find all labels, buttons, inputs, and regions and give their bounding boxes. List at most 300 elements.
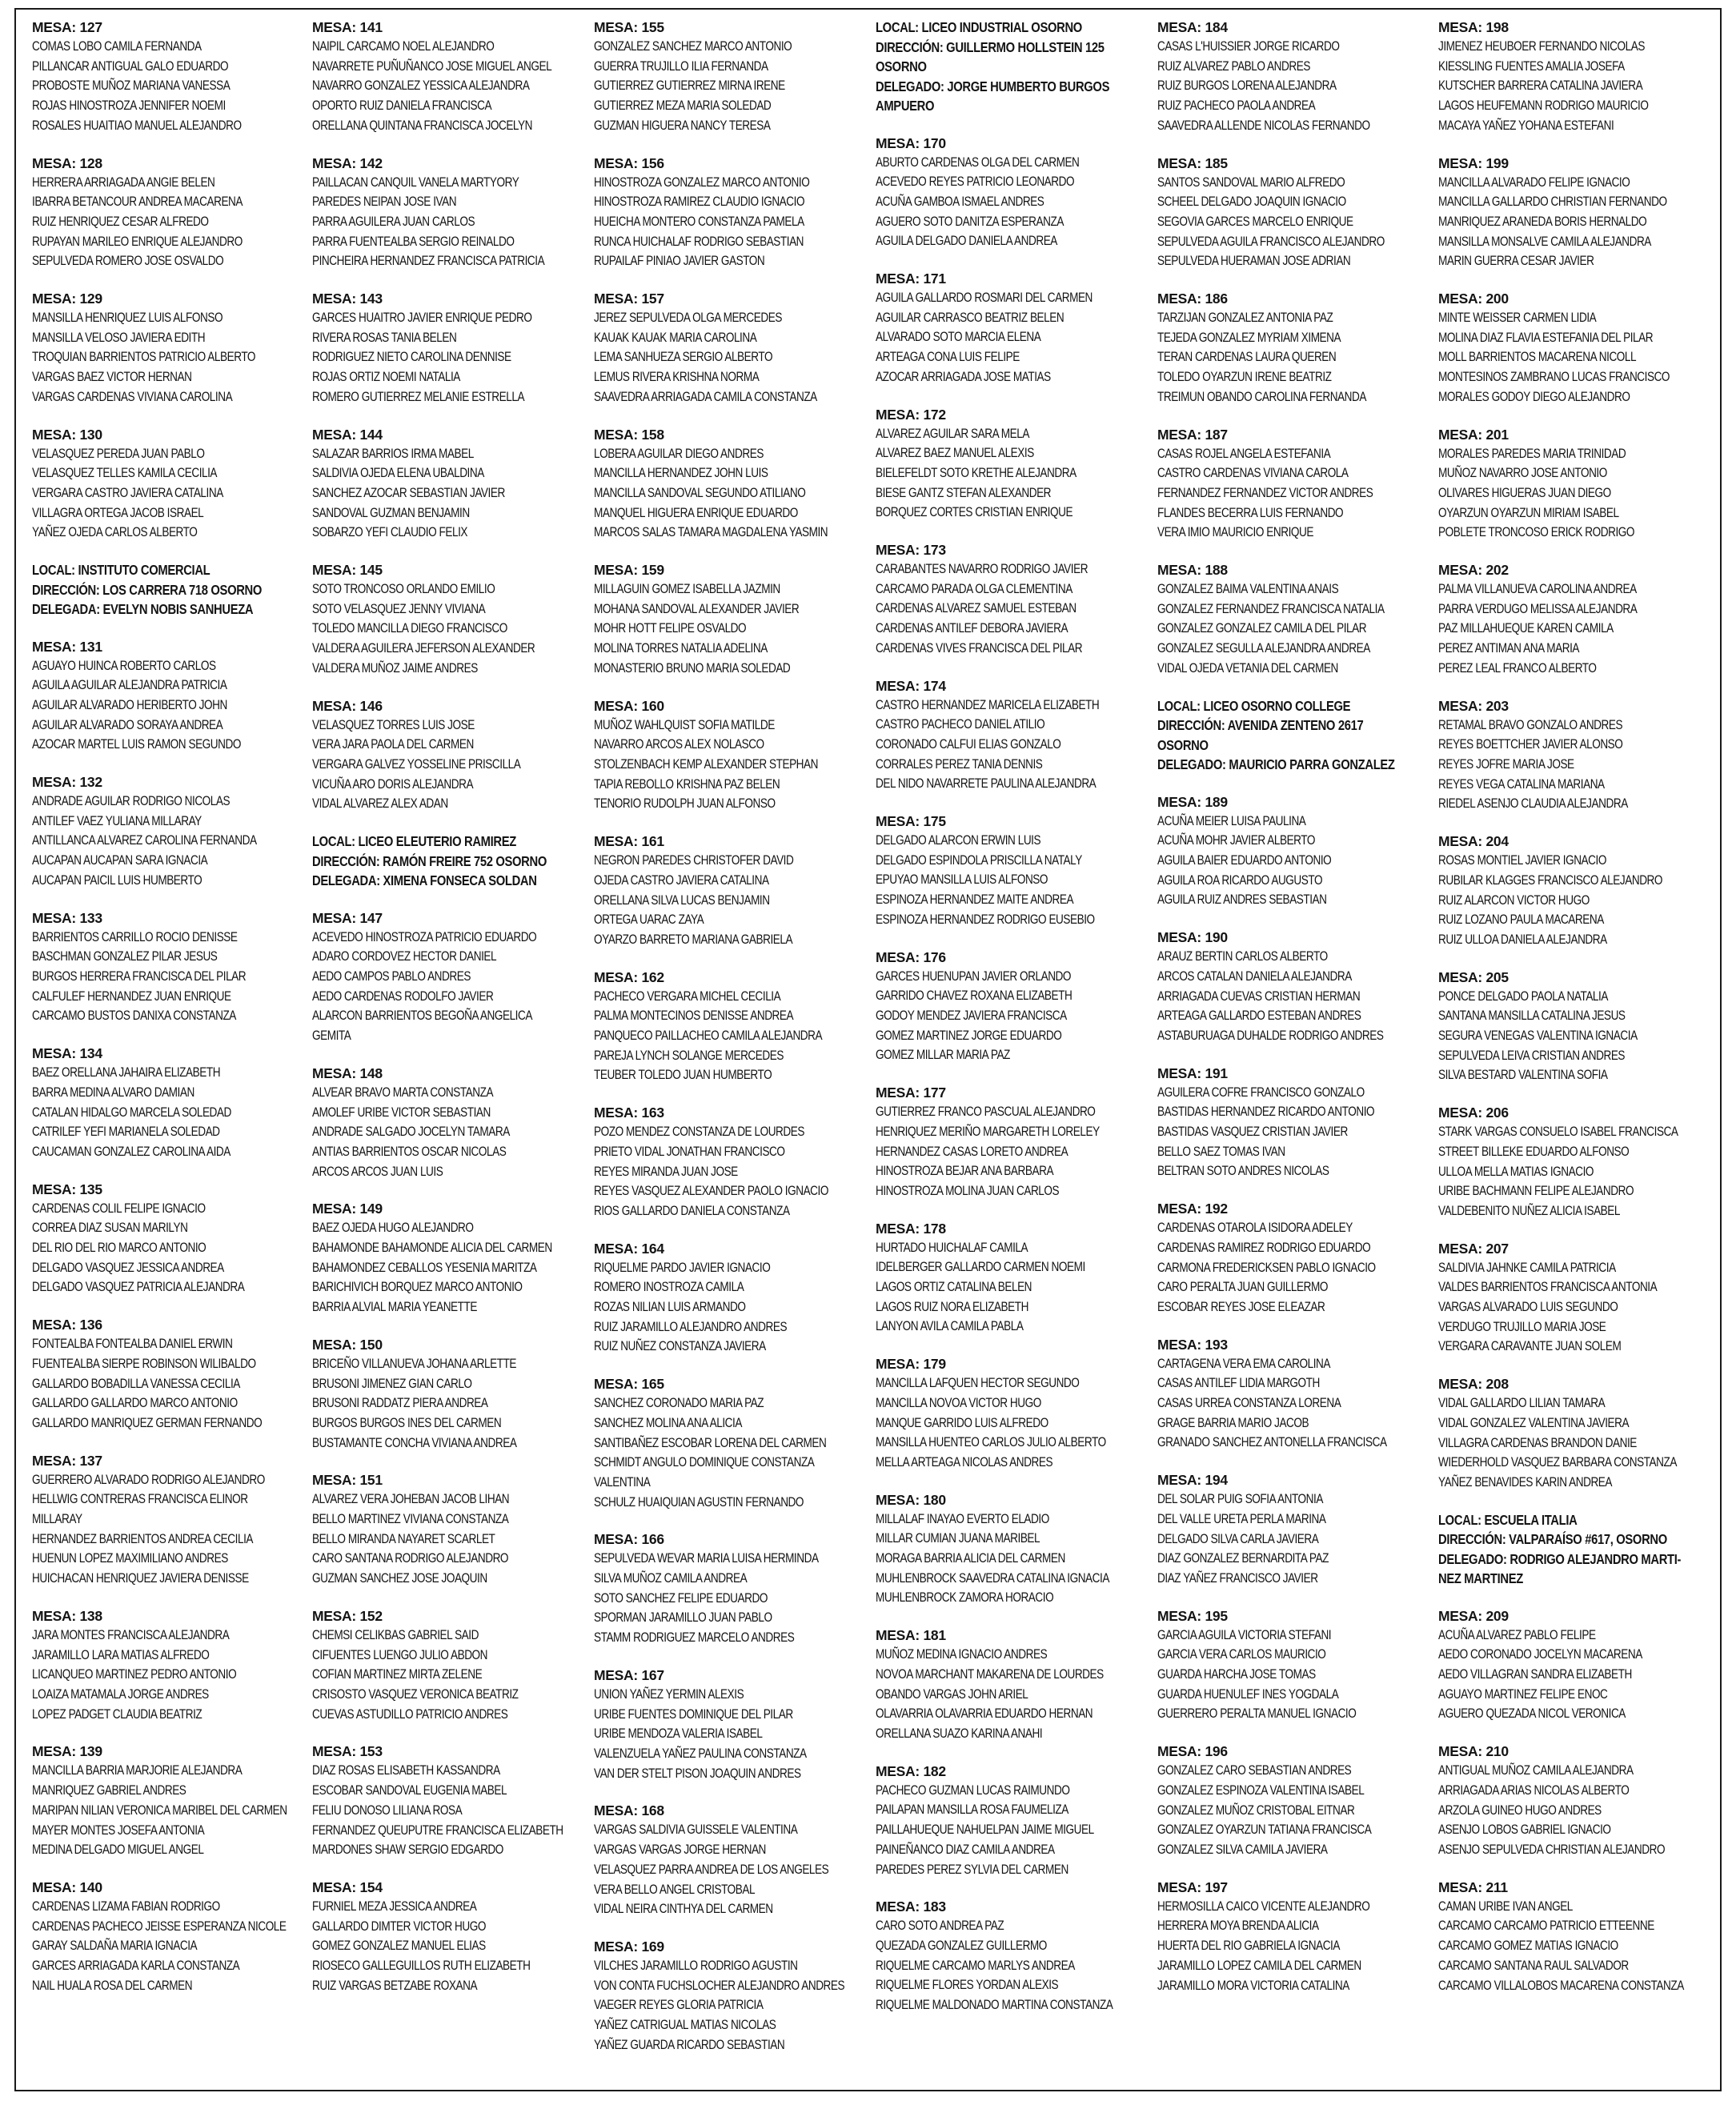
member-name: ARRIAGADA ARIAS NICOLAS ALBERTO <box>1438 1782 1630 1798</box>
member-name: MANSILLA HUENTEO CARLOS JULIO ALBERTO <box>876 1435 1106 1450</box>
member-name: TEUBER TOLEDO JUAN HUMBERTO <box>594 1068 772 1083</box>
member-name: WIEDERHOLD VASQUEZ BARBARA CONSTANZA <box>1438 1455 1677 1470</box>
member-name: VERGARA GALVEZ YOSSELINE PRISCILLA <box>312 756 521 772</box>
mesa-title: MESA: 128 <box>32 154 102 171</box>
mesa-title: MESA: 204 <box>1438 833 1509 850</box>
mesa-block <box>312 1878 592 1996</box>
member-name: ORELLANA QUINTANA FRANCISCA JOCELYN <box>312 118 532 133</box>
member-name: PROBOSTE MUÑOZ MARIANA VANESSA <box>32 78 231 94</box>
member-name: ORELLANA SUAZO KARINA ANAHI <box>876 1726 1043 1741</box>
member-name: TOLEDO MANCILLA DIEGO FRANCISCO <box>312 621 507 636</box>
member-name: GARCIA AGUILA VICTORIA STEFANI <box>1157 1627 1332 1642</box>
mesa-title: MESA: 154 <box>312 1878 383 1895</box>
member-name: CAUCAMAN GONZALEZ CAROLINA AIDA <box>32 1144 231 1159</box>
member-name: MARDONES SHAW SERGIO EDGARDO <box>312 1842 503 1858</box>
member-name: IDELBERGER GALLARDO CARMEN NOEMI <box>876 1260 1085 1275</box>
member-name: OYARZO BARRETO MARIANA GABRIELA <box>594 932 793 947</box>
member-name: ASENJO SEPULVEDA CHRISTIAN ALEJANDRO <box>1438 1842 1666 1857</box>
mesa-title: MESA: 182 <box>876 1762 946 1779</box>
member-name: GARCES ARRIAGADA KARLA CONSTANZA <box>32 1959 240 1974</box>
mesa-title: MESA: 209 <box>1438 1607 1509 1624</box>
member-name: RIQUELME CARCAMO MARLYS ANDREA <box>876 1958 1075 1973</box>
mesa-title: MESA: 146 <box>312 697 383 714</box>
mesa-title: MESA: 163 <box>594 1105 664 1121</box>
mesa-title: MESA: 159 <box>594 562 664 579</box>
member-name: SILVA BESTARD VALENTINA SOFIA <box>1438 1068 1608 1083</box>
member-name: HENRIQUEZ MERIÑO MARGARETH LORELEY <box>876 1124 1100 1139</box>
mesa-block <box>876 1897 1156 2015</box>
member-name: VARGAS VARGAS JORGE HERNAN <box>594 1842 766 1858</box>
mesa-title: MESA: 174 <box>876 677 946 694</box>
member-name: GRAGE BARRIA MARIO JACOB <box>1157 1415 1309 1430</box>
member-name: ESCOBAR REYES JOSE ELEAZAR <box>1157 1299 1325 1314</box>
member-name: GUTIERREZ GUTIERREZ MIRNA IRENE <box>594 78 785 94</box>
member-name: SEGURA VENEGAS VALENTINA IGNACIA <box>1438 1028 1638 1044</box>
member-name: AGUILAR ALVARADO HERIBERTO JOHN <box>32 697 227 712</box>
mesa-block <box>1157 1742 1437 1860</box>
member-name: LEMA SANHUEZA SERGIO ALBERTO <box>594 350 773 365</box>
member-name: FLANDES BECERRA LUIS FERNANDO <box>1157 505 1344 520</box>
member-name: GONZALEZ SILVA CAMILA JAVIERA <box>1157 1842 1328 1857</box>
mesa-title: MESA: 160 <box>594 697 664 714</box>
mesa-title: MESA: 129 <box>32 291 102 307</box>
member-name: ROSALES HUAITIAO MANUEL ALEJANDRO <box>32 118 242 133</box>
location-name: LOCAL: ESCUELA ITALIA <box>1438 1511 1578 1528</box>
mesa-block <box>312 1335 592 1453</box>
member-name: REYES BOETTCHER JAVIER ALONSO <box>1438 737 1623 752</box>
member-name: GALLARDO DIMTER VICTOR HUGO <box>312 1919 486 1934</box>
mesa-block <box>1438 18 1718 136</box>
mesa-title: MESA: 139 <box>32 1743 102 1760</box>
mesa-block <box>32 772 312 891</box>
member-name: ALVAREZ VERA JOHEBAN JACOB LIHAN <box>312 1492 510 1507</box>
member-name: DELGADO VASQUEZ PATRICIA ALEJANDRA <box>32 1280 245 1295</box>
member-name: JARAMILLO MORA VICTORIA CATALINA <box>1157 1978 1349 1993</box>
member-name: GUARDA HUENULEF INES YOGDALA <box>1157 1686 1339 1702</box>
member-name: CARDENAS OTAROLA ISIDORA ADELEY <box>1157 1221 1353 1236</box>
location-detail: DELEGADA: EVELYN NOBIS SANHUEZA <box>32 601 254 618</box>
member-name: BAEZ OJEDA HUGO ALEJANDRO <box>312 1221 474 1236</box>
member-name: AGUILAR CARRASCO BEATRIZ BELEN <box>876 310 1064 325</box>
location-name: LOCAL: LICEO OSORNO COLLEGE <box>1157 697 1351 714</box>
member-name: HERRERA MOYA BRENDA ALICIA <box>1157 1919 1319 1934</box>
mesa-block <box>876 1354 1156 1473</box>
member-name: TAPIA REBOLLO KRISHNA PAZ BELEN <box>594 776 780 792</box>
member-name: CARCAMO GOMEZ MATIAS IGNACIO <box>1438 1939 1618 1954</box>
member-name: GALLARDO MANRIQUEZ GERMAN FERNANDO <box>32 1415 263 1430</box>
column-1 <box>32 18 312 2013</box>
mesa-block <box>1438 425 1718 543</box>
mesa-title: MESA: 131 <box>32 638 102 655</box>
member-name: REYES VASQUEZ ALEXANDER PAOLO IGNACIO <box>594 1184 828 1199</box>
member-name: GUZMAN HIGUERA NANCY TERESA <box>594 118 771 133</box>
member-name: ALVAREZ BAEZ MANUEL ALEXIS <box>876 446 1034 461</box>
member-name: LOBERA AGUILAR DIEGO ANDRES <box>594 446 764 461</box>
member-name: PAZ MILLAHUEQUE KAREN CAMILA <box>1438 621 1614 636</box>
member-name: RIQUELME PARDO JAVIER IGNACIO <box>594 1260 771 1275</box>
mesa-block <box>1438 1103 1718 1221</box>
mesa-block <box>1157 928 1437 1046</box>
mesa-block <box>312 1470 592 1589</box>
member-name: DIAZ YAÑEZ FRANCISCO JAVIER <box>1157 1570 1318 1586</box>
member-name: BELLO SAEZ TOMAS IVAN <box>1157 1144 1285 1159</box>
mesa-block <box>1157 560 1437 679</box>
mesa-title: MESA: 151 <box>312 1472 383 1489</box>
member-name: GONZALEZ BAIMA VALENTINA ANAIS <box>1157 582 1339 597</box>
location-detail: DELEGADO: RODRIGO ALEJANDRO MARTI- <box>1438 1550 1682 1567</box>
mesa-block <box>876 948 1156 1066</box>
member-name: RUNCA HUICHALAF RODRIGO SEBASTIAN <box>594 234 804 249</box>
column-6 <box>1438 18 1718 2013</box>
member-name: SOBARZO YEFI CLAUDIO FELIX <box>312 525 468 540</box>
mesa-title: MESA: 133 <box>32 909 102 926</box>
mesa-title: MESA: 191 <box>1157 1065 1228 1081</box>
member-name: RETAMAL BRAVO GONZALO ANDRES <box>1438 717 1623 732</box>
member-name: MANCILLA ALVARADO FELIPE IGNACIO <box>1438 174 1630 190</box>
member-name: AEDO CORONADO JOCELYN MACARENA <box>1438 1647 1642 1662</box>
member-name: ARTEAGA CONA LUIS FELIPE <box>876 350 1020 365</box>
member-name: JARAMILLO LOPEZ CAMILA DEL CARMEN <box>1157 1958 1361 1973</box>
mesa-title: MESA: 155 <box>594 19 664 35</box>
member-name: ACUÑA GAMBOA ISMAEL ANDRES <box>876 194 1044 209</box>
member-name: NAVARRETE PUÑUÑANCO JOSE MIGUEL ANGEL <box>312 58 552 74</box>
member-name: RUBILAR KLAGGES FRANCISCO ALEJANDRO <box>1438 872 1663 888</box>
mesa-block <box>594 18 874 136</box>
member-name: PACHECO GUZMAN LUCAS RAIMUNDO <box>876 1782 1070 1798</box>
member-name: ARCOS CATALAN DANIELA ALEJANDRA <box>1157 968 1352 984</box>
member-name: BAHAMONDE BAHAMONDE ALICIA DEL CARMEN <box>312 1241 552 1256</box>
member-name: BUSTAMANTE CONCHA VIVIANA ANDREA <box>312 1435 517 1450</box>
member-name: MANSILLA MONSALVE CAMILA ALEJANDRA <box>1438 234 1651 249</box>
mesa-block <box>876 1762 1156 1880</box>
member-name: VARGAS BAEZ VICTOR HERNAN <box>32 370 192 385</box>
member-name: NAIPIL CARCAMO NOEL ALEJANDRO <box>312 39 495 54</box>
member-name: DEL NIDO NAVARRETE PAULINA ALEJANDRA <box>876 776 1097 792</box>
location-detail: AMPUERO <box>876 98 935 114</box>
member-name: ULLOA MELLA MATIAS IGNACIO <box>1438 1164 1594 1179</box>
member-name: REYES JOFRE MARIA JOSE <box>1438 756 1574 772</box>
member-name: MANRIQUEZ GABRIEL ANDRES <box>32 1783 186 1798</box>
member-name: PRIETO VIDAL JONATHAN FRANCISCO <box>594 1144 785 1159</box>
member-name: HUEICHA MONTERO CONSTANZA PAMELA <box>594 214 804 229</box>
member-name: SANTANA MANSILLA CATALINA JESUS <box>1438 1008 1626 1024</box>
member-name: GOMEZ MILLAR MARIA PAZ <box>876 1048 1010 1063</box>
member-name: BELLO MARTINEZ VIVIANA CONSTANZA <box>312 1512 509 1527</box>
mesa-block <box>1438 832 1718 950</box>
mesa-title: MESA: 193 <box>1157 1336 1228 1353</box>
member-name: PAILLACAN CANQUIL VANELA MARTYORY <box>312 174 519 190</box>
member-name: SILVA MUÑOZ CAMILA ANDREA <box>594 1571 748 1586</box>
member-name: GALLARDO BOBADILLA VANESSA CECILIA <box>32 1376 240 1391</box>
member-name: ESPINOZA HERNANDEZ RODRIGO EUSEBIO <box>876 912 1095 927</box>
mesa-block <box>1438 1606 1718 1725</box>
member-name: AGUILA ROA RICARDO AUGUSTO <box>1157 872 1323 888</box>
member-name: VELASQUEZ PEREDA JUAN PABLO <box>32 446 205 461</box>
mesa-title: MESA: 190 <box>1157 929 1228 946</box>
location-detail: DELEGADO: MAURICIO PARRA GONZALEZ <box>1157 756 1395 773</box>
mesa-title: MESA: 153 <box>312 1743 383 1760</box>
member-name: GARCES HUAITRO JAVIER ENRIQUE PEDRO <box>312 311 532 326</box>
member-name: YAÑEZ GUARDA RICARDO SEBASTIAN <box>594 2037 785 2052</box>
member-name: ACUÑA ALVAREZ PABLO FELIPE <box>1438 1627 1596 1642</box>
mesa-title: MESA: 138 <box>32 1607 102 1624</box>
member-name: HELLWIG CONTRERAS FRANCISCA ELINOR <box>32 1492 248 1507</box>
member-name: MOLINA TORRES NATALIA ADELINA <box>594 641 768 656</box>
member-name: ACUÑA MEIER LUISA PAULINA <box>1157 813 1306 828</box>
member-name: NAVARRO ARCOS ALEX NOLASCO <box>594 737 764 752</box>
member-name: SALAZAR BARRIOS IRMA MABEL <box>312 446 474 461</box>
member-name: MOLL BARRIENTOS MACARENA NICOLL <box>1438 350 1637 365</box>
member-name: VALDES BARRIENTOS FRANCISCA ANTONIA <box>1438 1280 1658 1295</box>
member-name: SANTOS SANDOVAL MARIO ALFREDO <box>1157 174 1345 190</box>
member-name: PARRA AGUILERA JUAN CARLOS <box>312 214 475 229</box>
mesa-title: MESA: 152 <box>312 1607 383 1624</box>
mesa-title: MESA: 177 <box>876 1085 946 1101</box>
location-name: LOCAL: LICEO INDUSTRIAL OSORNO <box>876 19 1082 35</box>
mesa-block <box>32 637 312 756</box>
member-name: CARCAMO VILLALOBOS MACARENA CONSTANZA <box>1438 1978 1684 1993</box>
mesa-title: MESA: 207 <box>1438 1240 1509 1257</box>
member-name: POZO MENDEZ CONSTANZA DE LOURDES <box>594 1125 804 1140</box>
member-name: BIESE GANTZ STEFAN ALEXANDER <box>876 485 1052 500</box>
mesa-block <box>594 968 874 1086</box>
member-name: BASTIDAS HERNANDEZ RICARDO ANTONIO <box>1157 1105 1375 1120</box>
member-name: HURTADO HUICHALAF CAMILA <box>876 1240 1028 1255</box>
member-name: GONZALEZ OYARZUN TATIANA FRANCISCA <box>1157 1822 1372 1838</box>
mesa-block <box>312 1742 592 1860</box>
member-name: CHEMSI CELIKBAS GABRIEL SAID <box>312 1627 479 1642</box>
member-name: BRUSONI RADDATZ PIERA ANDREA <box>312 1396 488 1411</box>
member-name: URIBE FUENTES DOMINIQUE DEL PILAR <box>594 1706 793 1722</box>
member-name: ASENJO LOBOS GABRIEL IGNACIO <box>1438 1822 1611 1838</box>
mesa-block <box>1157 792 1437 911</box>
member-name: SAAVEDRA ARRIAGADA CAMILA CONSTANZA <box>594 389 817 404</box>
member-name: PAREDES NEIPAN JOSE IVAN <box>312 194 457 210</box>
mesa-block <box>1157 1335 1437 1453</box>
member-name: CAMAN URIBE IVAN ANGEL <box>1438 1899 1573 1914</box>
member-name: SOTO SANCHEZ FELIPE EDUARDO <box>594 1590 768 1606</box>
member-name: LAGOS HEUFEMANN RODRIGO MAURICIO <box>1438 98 1649 114</box>
mesa-title: MESA: 147 <box>312 909 383 926</box>
member-name: VILLAGRA ORTEGA JACOB ISRAEL <box>32 505 204 520</box>
member-name: PALMA MONTECINOS DENISSE ANDREA <box>594 1008 794 1024</box>
member-name: PANQUECO PAILLACHEO CAMILA ALEJANDRA <box>594 1028 823 1044</box>
member-name: FURNIEL MEZA JESSICA ANDREA <box>312 1899 477 1914</box>
member-name: VIDAL NEIRA CINTHYA DEL CARMEN <box>594 1902 773 1917</box>
mesa-block <box>1438 1742 1718 1860</box>
member-name: ANDRADE SALGADO JOCELYN TAMARA <box>312 1125 510 1140</box>
member-name: DIAZ ROSAS ELISABETH KASSANDRA <box>312 1763 500 1778</box>
member-name: PINCHEIRA HERNANDEZ FRANCISCA PATRICIA <box>312 254 545 269</box>
member-name: RODRIGUEZ NIETO CAROLINA DENNISE <box>312 350 511 365</box>
mesa-title: MESA: 197 <box>1157 1878 1228 1895</box>
location-detail: OSORNO <box>876 58 927 74</box>
member-name: CARDENAS ALVAREZ SAMUEL ESTEBAN <box>876 601 1076 616</box>
member-name: GONZALEZ GONZALEZ CAMILA DEL PILAR <box>1157 621 1367 636</box>
member-name: VALDEBENITO NUÑEZ ALICIA ISABEL <box>1438 1203 1620 1218</box>
member-name: DELGADO ALARCON ERWIN LUIS <box>876 833 1041 848</box>
member-name: BARRIA ALVIAL MARIA YEANETTE <box>312 1300 477 1315</box>
mesa-block <box>876 269 1156 387</box>
mesa-title: MESA: 192 <box>1157 1201 1228 1217</box>
member-name: TEJEDA GONZALEZ MYRIAM XIMENA <box>1157 330 1341 345</box>
member-name: ARCOS ARCOS JUAN LUIS <box>312 1164 443 1179</box>
member-name: VERA BELLO ANGEL CRISTOBAL <box>594 1882 756 1897</box>
mesa-block <box>32 154 312 272</box>
member-name: YAÑEZ OJEDA CARLOS ALBERTO <box>32 525 198 540</box>
member-name: AGUAYO MARTINEZ FELIPE ENOC <box>1438 1686 1608 1702</box>
member-name: CASAS URREA CONSTANZA LORENA <box>1157 1396 1341 1411</box>
member-name: BURGOS HERRERA FRANCISCA DEL PILAR <box>32 969 247 984</box>
location-detail: DELEGADA: XIMENA FONSECA SOLDAN <box>312 872 537 889</box>
member-name: AGUILA GALLARDO ROSMARI DEL CARMEN <box>876 291 1093 306</box>
mesa-block <box>312 289 592 407</box>
member-name: PARRA FUENTEALBA SERGIO REINALDO <box>312 234 515 249</box>
mesa-title: MESA: 194 <box>1157 1472 1228 1489</box>
mesa-block <box>1438 560 1718 679</box>
member-name: MUÑOZ NAVARRO JOSE ANTONIO <box>1438 466 1607 481</box>
member-name: AMOLEF URIBE VICTOR SEBASTIAN <box>312 1105 491 1120</box>
mesa-title: MESA: 130 <box>32 426 102 443</box>
member-name: MANQUEL HIGUERA ENRIQUE EDUARDO <box>594 505 798 520</box>
mesa-block <box>1157 1606 1437 1725</box>
member-name: GARCES HUENUPAN JAVIER ORLANDO <box>876 968 1072 984</box>
member-name: CASAS ANTILEF LIDIA MARGOTH <box>1157 1376 1320 1391</box>
mesa-block <box>312 560 592 679</box>
mesa-title: MESA: 188 <box>1157 562 1228 579</box>
member-name: OPORTO RUIZ DANIELA FRANCISCA <box>312 98 492 114</box>
member-name: GUTIERREZ MEZA MARIA SOLEDAD <box>594 98 772 114</box>
member-name: SCHEEL DELGADO JOAQUIN IGNACIO <box>1157 194 1346 210</box>
member-name: GONZALEZ ESPINOZA VALENTINA ISABEL <box>1157 1782 1365 1798</box>
member-name: RIEDEL ASENJO CLAUDIA ALEJANDRA <box>1438 796 1628 812</box>
member-name: VIDAL OJEDA VETANIA DEL CARMEN <box>1157 660 1338 676</box>
member-name: MORAGA BARRIA ALICIA DEL CARMEN <box>876 1551 1065 1566</box>
member-name: KIESSLING FUENTES AMALIA JOSEFA <box>1438 58 1625 74</box>
mesa-block <box>876 1083 1156 1201</box>
member-name: EPUYAO MANSILLA LUIS ALFONSO <box>876 872 1048 888</box>
mesa-title: MESA: 171 <box>876 271 946 287</box>
member-name: ESPINOZA HERNANDEZ MAITE ANDREA <box>876 892 1074 908</box>
member-name: STAMM RODRIGUEZ MARCELO ANDRES <box>594 1630 795 1646</box>
mesa-block <box>32 908 312 1027</box>
member-name: CARMONA FREDERICKSEN PABLO IGNACIO <box>1157 1260 1376 1275</box>
mesa-block <box>594 696 874 815</box>
mesa-block <box>32 1606 312 1725</box>
mesa-block <box>32 1044 312 1162</box>
mesa-title: MESA: 168 <box>594 1802 664 1819</box>
mesa-title: MESA: 156 <box>594 154 664 171</box>
member-name: ALVAREZ AGUILAR SARA MELA <box>876 426 1029 441</box>
member-name: TROQUIAN BARRIENTOS PATRICIO ALBERTO <box>32 350 256 365</box>
mesa-title: MESA: 145 <box>312 562 383 579</box>
member-name: CARDENAS COLIL FELIPE IGNACIO <box>32 1201 206 1216</box>
mesa-block <box>32 1742 312 1860</box>
member-name: CORRALES PEREZ TANIA DENNIS <box>876 756 1043 772</box>
member-name: ESCOBAR SANDOVAL EUGENIA MABEL <box>312 1783 507 1798</box>
member-name: VERGARA CASTRO JAVIERA CATALINA <box>32 485 223 500</box>
mesa-block <box>32 289 312 407</box>
member-name: TENORIO RUDOLPH JUAN ALFONSO <box>594 796 776 812</box>
member-name: SAAVEDRA ALLENDE NICOLAS FERNANDO <box>1157 118 1370 133</box>
member-name: GODOY MENDEZ JAVIERA FRANCISCA <box>876 1008 1067 1023</box>
mesa-title: MESA: 140 <box>32 1878 102 1895</box>
member-name: BASCHMAN GONZALEZ PILAR JESUS <box>32 949 218 964</box>
member-name: AZOCAR MARTEL LUIS RAMON SEGUNDO <box>32 737 241 752</box>
member-name: RIOS GALLARDO DANIELA CONSTANZA <box>594 1203 790 1218</box>
mesa-block <box>1438 154 1718 272</box>
member-name: MARCOS SALAS TAMARA MAGDALENA YASMIN <box>594 525 828 540</box>
member-name: DELGADO SILVA CARLA JAVIERA <box>1157 1531 1319 1546</box>
member-name: RUPAYAN MARILEO ENRIQUE ALEJANDRO <box>32 234 243 249</box>
member-name: DEL VALLE URETA PERLA MARINA <box>1157 1511 1326 1526</box>
member-name: NEGRON PAREDES CHRISTOFER DAVID <box>594 853 794 868</box>
member-name: MOHR HOTT FELIPE OSVALDO <box>594 621 747 636</box>
member-name: BIELEFELDT SOTO KRETHE ALEJANDRA <box>876 465 1076 480</box>
column-2 <box>312 18 592 2013</box>
mesa-block <box>594 1239 874 1357</box>
member-name: POBLETE TRONCOSO ERICK RODRIGO <box>1438 525 1635 540</box>
member-name: SANCHEZ CORONADO MARIA PAZ <box>594 1396 764 1411</box>
mesa-title: MESA: 132 <box>32 774 102 791</box>
polling-location-block <box>32 560 312 619</box>
member-name: AUCAPAN AUCAPAN SARA IGNACIA <box>32 853 208 868</box>
mesa-block <box>1157 1878 1437 1996</box>
mesa-title: MESA: 181 <box>876 1627 946 1644</box>
location-detail: DELEGADO: JORGE HUMBERTO BURGOS <box>876 78 1110 94</box>
member-name: MANCILLA HERNANDEZ JOHN LUIS <box>594 466 768 481</box>
member-name: MONTESINOS ZAMBRANO LUCAS FRANCISCO <box>1438 370 1670 385</box>
member-name: SOTO VELASQUEZ JENNY VIVIANA <box>312 601 486 616</box>
member-name: VIDAL GONZALEZ VALENTINA JAVIERA <box>1438 1415 1630 1430</box>
location-detail: DIRECCIÓN: GUILLERMO HOLLSTEIN 125 <box>876 38 1105 55</box>
member-name: CRISOSTO VASQUEZ VERONICA BEATRIZ <box>312 1686 519 1702</box>
member-name: GOMEZ MARTINEZ JORGE EDUARDO <box>876 1028 1062 1043</box>
member-name: MILLAGUIN GOMEZ ISABELLA JAZMIN <box>594 582 780 597</box>
member-name: CATRILEF YEFI MARIANELA SOLEDAD <box>32 1125 220 1140</box>
mesa-title: MESA: 208 <box>1438 1376 1509 1393</box>
member-name: LAGOS RUIZ NORA ELIZABETH <box>876 1299 1028 1314</box>
member-name: GUERRA TRUJILLO ILIA FERNANDA <box>594 58 768 74</box>
member-name: LOAIZA MATAMALA JORGE ANDRES <box>32 1686 209 1702</box>
mesa-title: MESA: 167 <box>594 1666 664 1683</box>
member-name: ALVEAR BRAVO MARTA CONSTANZA <box>312 1085 494 1100</box>
member-name: GOMEZ GONZALEZ MANUEL ELIAS <box>312 1939 486 1954</box>
member-name: RUIZ BURGOS LORENA ALEJANDRA <box>1157 78 1337 94</box>
member-name: MANRIQUEZ ARANEDA BORIS HERNALDO <box>1438 214 1647 229</box>
mesa-title: MESA: 169 <box>594 1938 664 1955</box>
member-name: SANCHEZ MOLINA ANA ALICIA <box>594 1415 742 1430</box>
member-name: LAGOS ORTIZ CATALINA BELEN <box>876 1280 1032 1295</box>
member-name: ANTIGUAL MUÑOZ CAMILA ALEJANDRA <box>1438 1763 1634 1778</box>
member-name: CARDENAS RAMIREZ RODRIGO EDUARDO <box>1157 1240 1371 1255</box>
mesa-title: MESA: 201 <box>1438 426 1509 443</box>
member-name: COMAS LOBO CAMILA FERNANDA <box>32 39 202 54</box>
mesa-block <box>1438 1374 1718 1493</box>
member-name: ADARO CORDOVEZ HECTOR DANIEL <box>312 949 497 964</box>
member-name: MOLINA DIAZ FLAVIA ESTEFANIA DEL PILAR <box>1438 330 1654 345</box>
member-name: CASTRO PACHECO DANIEL ATILIO <box>876 717 1045 732</box>
member-name: YAÑEZ CATRIGUAL MATIAS NICOLAS <box>594 2018 776 2033</box>
member-name: CASTRO HERNANDEZ MARICELA ELIZABETH <box>876 697 1100 712</box>
mesa-block <box>594 154 874 272</box>
mesa-block <box>876 812 1156 930</box>
member-name: BORQUEZ CORTES CRISTIAN ENRIQUE <box>876 505 1073 520</box>
member-name: QUEZADA GONZALEZ GUILLERMO <box>876 1938 1047 1953</box>
member-name: VAN DER STELT PISON JOAQUIN ANDRES <box>594 1766 801 1781</box>
member-name: CASAS L'HUISSIER JORGE RICARDO <box>1157 39 1340 54</box>
column-3 <box>594 18 874 2072</box>
